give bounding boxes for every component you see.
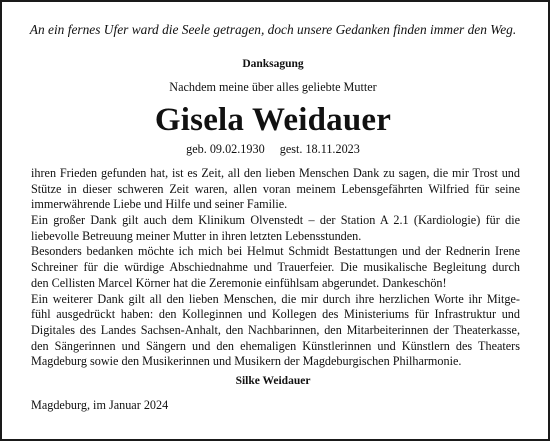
text-line: ihren Frieden gefunden hat, ist es Zeit, all den lieben Menschen Dank zu sagen, die mir Trost und bbox=[31, 166, 520, 180]
birth-date: geb. 09.02.1930 bbox=[186, 142, 265, 156]
text-line: den Cellisten Marcel Körner hat die Zeremonie einfühlsam abgerundet. Dankeschön! bbox=[31, 275, 447, 290]
place-and-date: Magdeburg, im Januar 2024 bbox=[31, 398, 169, 412]
text-line: Digitales des Landes Sachsen-Anhalt, den Nachbarinnen, den Mitarbeiterinnen der Theaterkasse, bbox=[31, 322, 520, 337]
text-line: den Sängerinnen und Sängern und den ehemaligen Künstlerinnen und Künstlern des Theaters bbox=[31, 338, 520, 353]
signature: Silke Weidauer bbox=[235, 375, 311, 387]
text-line: Ein großer Dank gilt auch dem Klinikum Olvenstedt – der Station A 2.1 (Kardiologie) für die bbox=[31, 213, 520, 228]
thanks-text bbox=[31, 166, 520, 370]
memorial-quote: An ein fernes Ufer ward die Seele getragen, doch unsere Gedanken finden immer den Weg. bbox=[29, 22, 517, 37]
text-line: fühl ausgedrückt haben: den Kolleginnen und Kollegen des Ministeriums für Infrastruktur und bbox=[31, 307, 520, 322]
intro-text: Nachdem meine über alles geliebte Mutter bbox=[169, 80, 377, 94]
text-line: Schreiner für die würdige Abschiednahme und Trauerfeier. Die musikalische Begleitung durch bbox=[31, 260, 520, 275]
text-line: Ein weiterer Dank gilt all den lieben Menschen, die mir durch ihre herzlichen Worte ihr Mitge- bbox=[31, 291, 520, 306]
deceased-name: Gisela Weidauer bbox=[154, 102, 392, 138]
text-line: immerwährende Liebe und Hilfe und seiner Familie. bbox=[31, 197, 288, 212]
life-dates bbox=[0, 142, 546, 157]
text-line: Besonders bedanken möchte ich mich bei Helmut Schmidt Bestattungen und der Rednerin Irene bbox=[31, 244, 520, 259]
text-line: Magdeburg sowie den Musikerinnen und Musikern der Magdeburgischen Philharmonie. bbox=[31, 354, 462, 369]
death-date: gest. 18.11.2023 bbox=[279, 142, 360, 156]
text-line: liebevolle Betreuung meiner Mutter in ihren letzten Lebensstunden. bbox=[31, 228, 362, 243]
notice-heading: Danksagung bbox=[242, 58, 304, 70]
text-line: Stütze in dieser schweren Zeit waren, allen voran meinem Lebensgefährten Wilfried für seine bbox=[31, 181, 520, 196]
